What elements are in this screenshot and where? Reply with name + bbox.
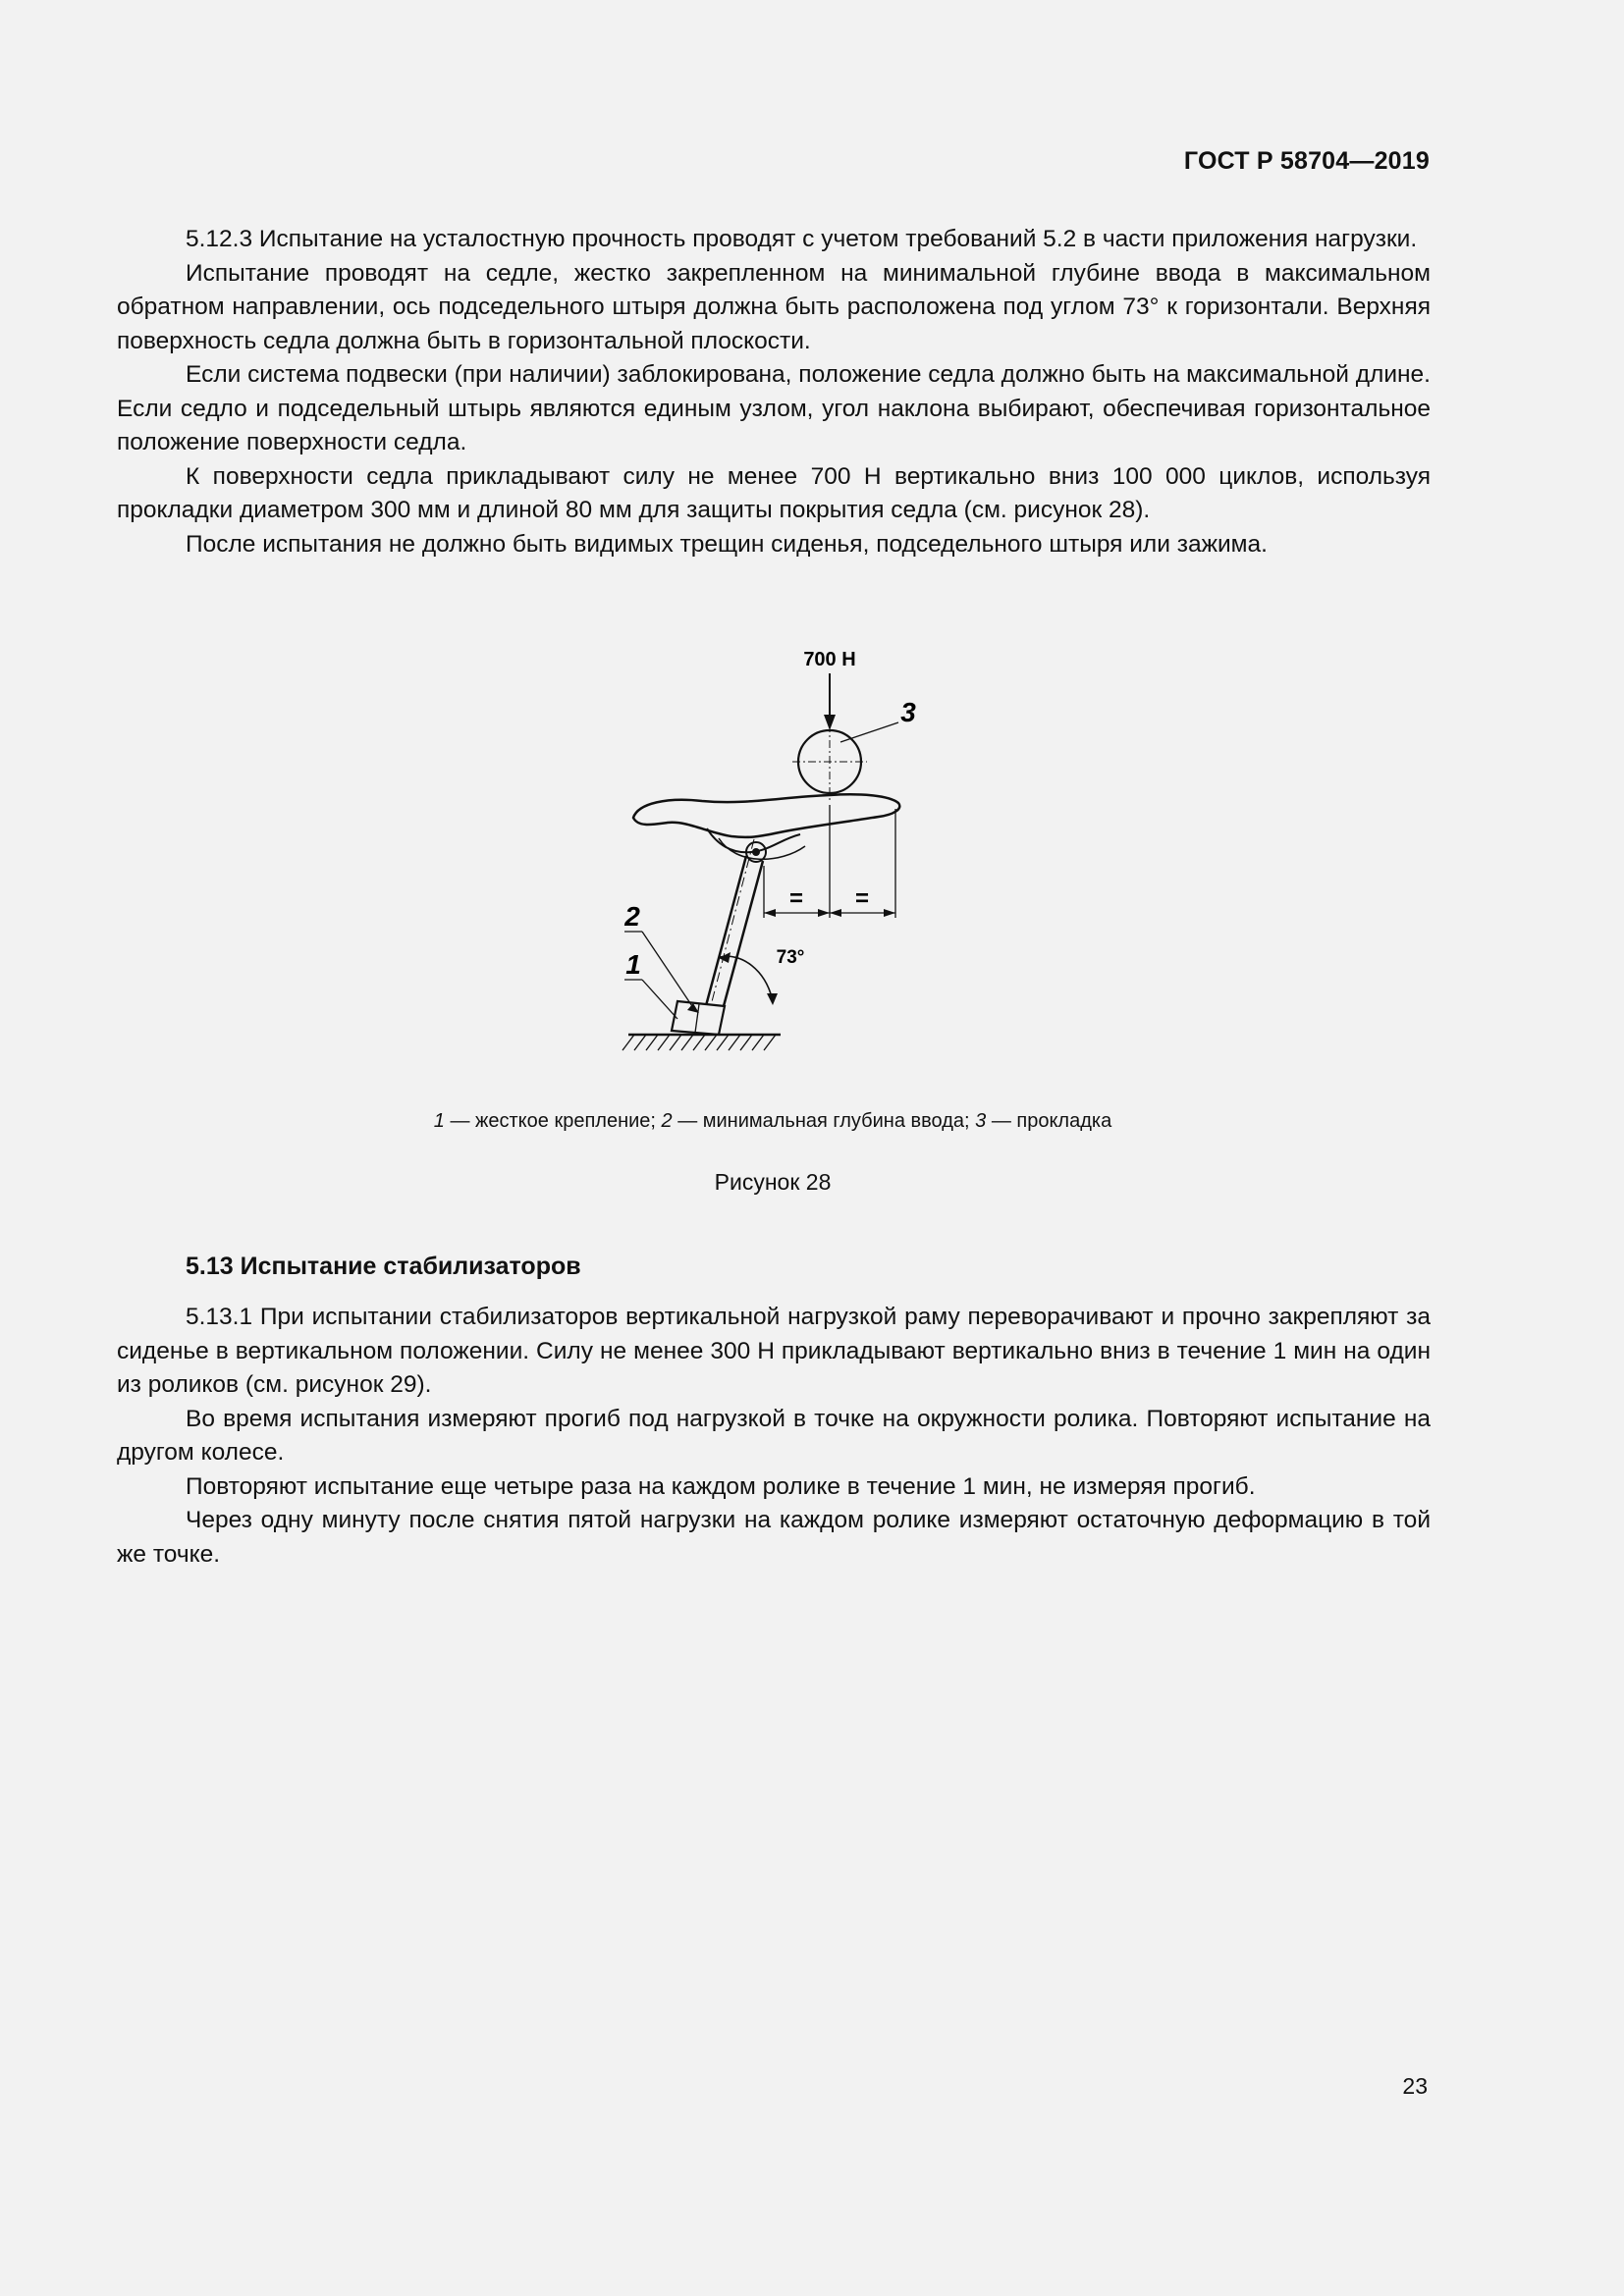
paragraph: К поверхности седла прикладывают силу не менее 700 Н вертикально вниз 100 000 циклов, используя прокладки диаметром 300 мм и длиной 80 мм для защиты покрытия седла (см. рисунок 28). — [117, 462, 1431, 523]
legend-text: — минимальная глубина ввода; — [672, 1110, 976, 1132]
callout-1: 1 — [625, 949, 641, 980]
seatpost — [704, 839, 763, 1017]
equal-mark: = — [854, 885, 870, 912]
fixture — [672, 1001, 725, 1035]
paragraph: 5.12.3 Испытание на усталостную прочность проводят с учетом требований 5.2 в части приложения нагрузки. — [186, 226, 1418, 252]
figure-28-diagram — [609, 628, 943, 1080]
legend-number: 2 — [661, 1110, 673, 1132]
force-label: 700 Н — [803, 649, 856, 670]
legend-number: 1 — [433, 1110, 445, 1132]
figure-title: Рисунок 28 — [714, 1169, 832, 1195]
paragraph: 5.13.1 При испытании стабилизаторов вертикальной нагрузкой раму переворачивают и прочно закрепляют за сиденье в вертикальном положении. Силу не менее 300 Н прикладывают вертикально вниз в течение 1 мин на один из роликов (см. рисунок 29). — [117, 1304, 1431, 1398]
saddle — [633, 794, 899, 837]
paragraph: Повторяют испытание еще четыре раза на каждом ролике в течение 1 мин, не измеряя прогиб. — [186, 1472, 1256, 1500]
page-number: 23 — [1402, 2073, 1428, 2099]
paragraph: Во время испытания измеряют прогиб под нагрузкой в точке на окружности ролика. Повторяют испытание на другом колесе. — [117, 1405, 1431, 1466]
section-heading: 5.13 Испытание стабилизаторов — [186, 1253, 581, 1280]
legend-number: 3 — [975, 1110, 987, 1132]
ground — [623, 1035, 781, 1050]
paragraph: Испытание проводят на седле, жестко закрепленном на минимальной глубине ввода в максимальном обратном направлении, ось подседельного штыря должна быть расположена под углом 73° к горизонтали. Верхняя поверхность седла должна быть в горизонтальной плоскости. — [117, 259, 1431, 354]
section-5-12-3 — [117, 223, 1431, 561]
paragraph: После испытания не должно быть видимых трещин сиденья, подседельного штыря или зажима. — [186, 530, 1268, 558]
dimension-lines — [764, 805, 895, 918]
legend-text: — жесткое крепление; — [444, 1110, 662, 1132]
callout-3: 3 — [900, 697, 916, 727]
figure-legend — [0, 1110, 1545, 1133]
callout-2: 2 — [624, 901, 640, 932]
document-id: ГОСТ Р 58704—2019 — [1183, 147, 1430, 175]
paragraph: Через одну минуту после снятия пятой нагрузки на каждом ролике измеряют остаточную деформацию в той же точке. — [117, 1507, 1431, 1568]
paragraph: Если система подвески (при наличии) заблокирована, положение седла должно быть на максимальной длине. Если седло и подседельный штырь являются единым узлом, угол наклона выбирают, обеспечивая горизонтальное положение поверхности седла. — [117, 361, 1431, 455]
legend-text: — прокладка — [986, 1110, 1112, 1132]
angle-label: 73° — [776, 947, 805, 968]
section-5-13-1 — [117, 1301, 1431, 1572]
equal-mark: = — [788, 885, 804, 912]
leader-3 — [840, 722, 898, 742]
